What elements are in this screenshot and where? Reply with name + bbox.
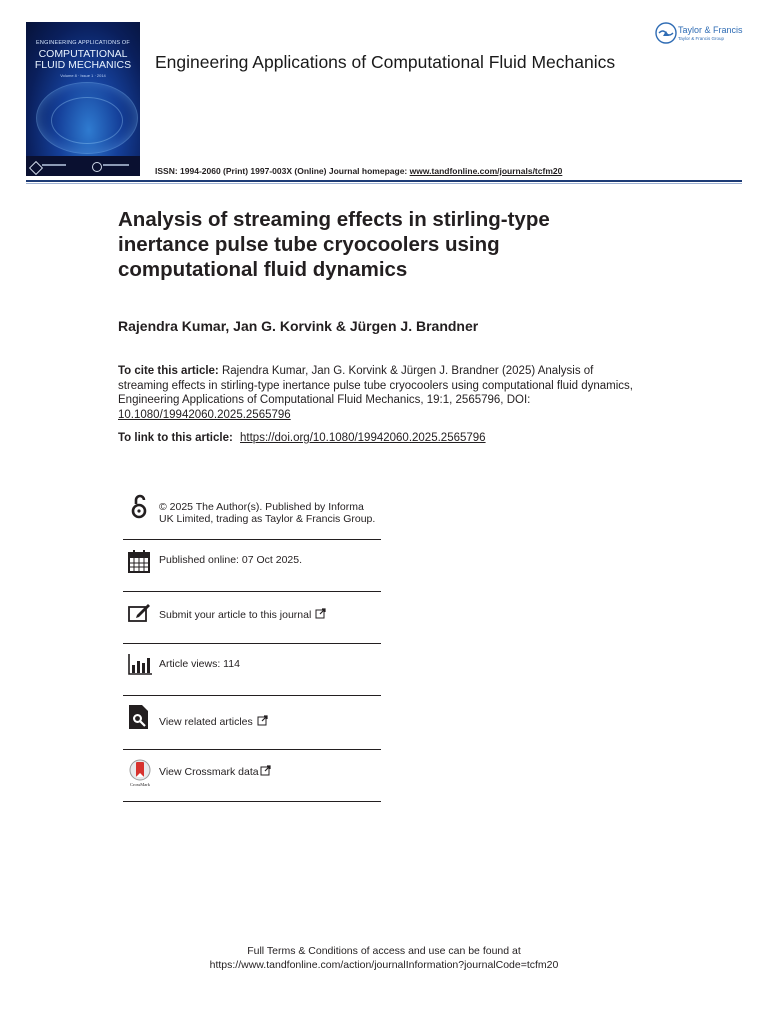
related-articles-link[interactable] [159, 715, 381, 728]
cover-publisher-text [103, 164, 129, 166]
open-access-icon [127, 494, 151, 520]
article-title: Analysis of streaming effects in stirling-type inertance pulse tube cryocoolers using computational fluid dynamics [118, 208, 550, 281]
submit-article-label[interactable]: Submit your article to this journal [159, 609, 312, 621]
meta-divider [123, 591, 381, 592]
edit-icon [127, 600, 151, 626]
terms-footer [0, 944, 768, 972]
bar-chart-icon [127, 652, 153, 678]
article-doi-link[interactable]: https://doi.org/10.1080/19942060.2025.2565796 [240, 432, 486, 444]
publisher-name[interactable]: Taylor & Francis [678, 25, 743, 35]
cite-label: To cite this article: [118, 365, 219, 377]
cite-text: Rajendra Kumar, Jan G. Korvink & Jürgen J. Brandner (2025) Analysis of streaming effects in stirling-type inertance pulse tube cryocoolers using computational fluid dynamics, Engineering Applications of Computational Fluid Mechanics, 19:1, 2565796, DOI: [118, 365, 633, 406]
crossmark-icon-label: CrossMark [130, 782, 150, 787]
issn-label: ISSN: 1994-2060 (Print) 1997-003X (Online) Journal homepage: [155, 166, 408, 176]
crossmark-label[interactable]: View Crossmark data [159, 766, 259, 778]
publisher-subname: Taylor & Francis Group [678, 36, 725, 41]
terms-footer-line1: Full Terms & Conditions of access and use can be found at [247, 945, 521, 957]
meta-divider [123, 801, 381, 802]
article-views-text: Article views: 114 [159, 658, 240, 670]
related-articles-label[interactable]: View related articles [159, 716, 253, 728]
link-line [118, 432, 486, 444]
article-authors: Rajendra Kumar, Jan G. Korvink & Jürgen J. Brandner [118, 318, 479, 334]
cover-title-text: COMPUTATIONAL FLUID MECHANICS [34, 48, 132, 71]
journal-cover-image [26, 22, 140, 176]
open-access-text: © 2025 The Author(s). Published by Informa UK Limited, trading as Taylor & Francis Group. [159, 501, 376, 525]
cover-society-text [42, 164, 66, 166]
cover-swirl-graphic-inner [51, 97, 123, 144]
published-date-text: Published online: 07 Oct 2025. [159, 554, 303, 566]
journal-title: Engineering Applications of Computational Fluid Mechanics [155, 52, 616, 72]
external-link-icon [260, 765, 271, 776]
header-divider [26, 180, 742, 182]
cover-header-text: ENGINEERING APPLICATIONS OF [36, 40, 130, 46]
article-meta-list [123, 494, 381, 804]
meta-divider [123, 539, 381, 540]
external-link-icon [315, 608, 326, 619]
document-search-icon [127, 704, 151, 730]
terms-footer-link[interactable]: https://www.tandfonline.com/action/journalInformation?journalCode=tcfm20 [209, 959, 559, 971]
external-link-icon [257, 715, 268, 726]
cover-publisher-logo-icon [92, 162, 102, 172]
link-label: To link to this article: [118, 432, 233, 444]
calendar-icon [127, 548, 151, 574]
taylor-francis-logo-icon[interactable] [655, 22, 677, 44]
citation-block [118, 364, 638, 422]
cover-society-logo-icon [29, 161, 43, 175]
submit-article-link[interactable] [159, 608, 381, 621]
meta-divider [123, 695, 381, 696]
cover-footer-band [26, 156, 140, 176]
cite-doi-link[interactable]: 10.1080/19942060.2025.2565796 [118, 408, 291, 421]
meta-divider [123, 643, 381, 644]
journal-homepage-link[interactable]: www.tandfonline.com/journals/tcfm20 [409, 166, 563, 176]
meta-divider [123, 749, 381, 750]
crossmark-link[interactable] [159, 765, 381, 778]
cover-volume-text: Volume 8 · Issue 1 · 2014 [60, 73, 106, 78]
issn-line [155, 166, 562, 176]
header-divider-thin [26, 183, 742, 184]
